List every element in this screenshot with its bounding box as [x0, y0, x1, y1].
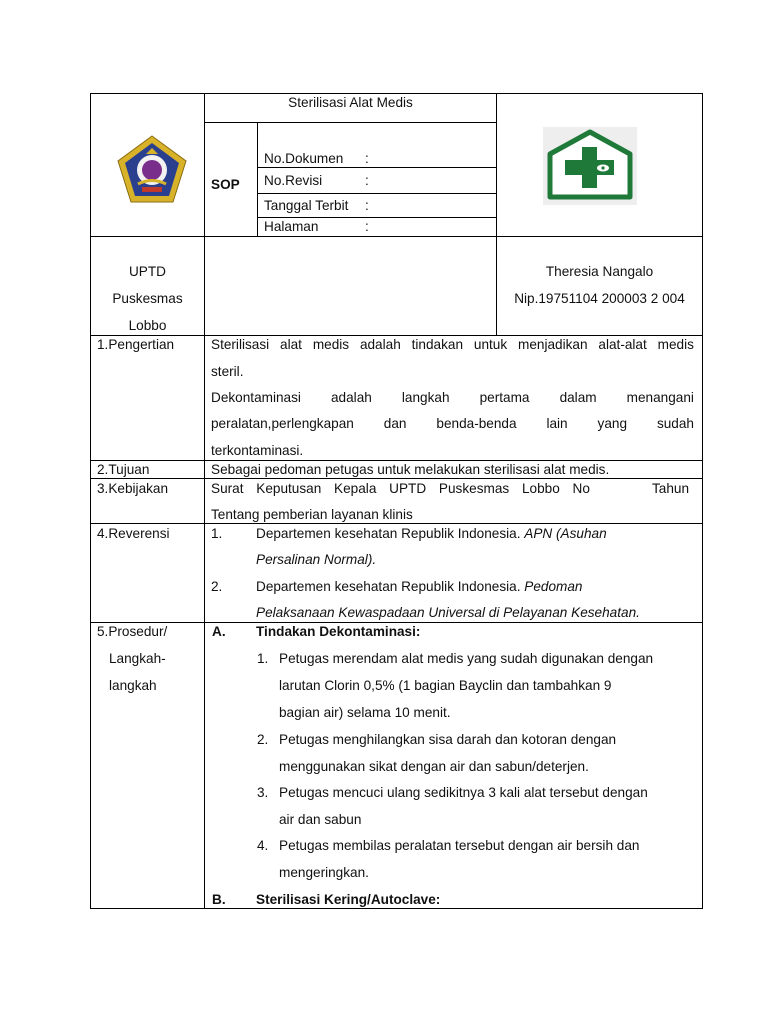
word: dalam — [559, 390, 597, 405]
step-line: Petugas menghilangkan sisa darah dan kotoran dengan — [279, 732, 617, 747]
referensi-line — [256, 579, 582, 595]
doc-field-separator: : — [365, 173, 369, 188]
org-line-puskesmas: Puskesmas — [112, 291, 183, 306]
word: yang — [597, 416, 628, 431]
pengertian-line-2: steril. — [211, 364, 244, 379]
docfield-divider-2 — [257, 193, 497, 194]
header-bottom-border — [90, 236, 703, 237]
referensi-source: Departemen kesehatan Republik Indonesia. — [256, 579, 521, 594]
org-line-lobbo: Lobbo — [128, 318, 167, 333]
step-number: 2. — [257, 732, 269, 747]
referensi-number: 2. — [211, 579, 223, 594]
word: Puskesmas — [438, 481, 510, 496]
word: untuk — [473, 337, 508, 352]
title-divider — [204, 122, 497, 123]
word: adalah — [331, 390, 372, 405]
word: tindakan — [411, 337, 464, 352]
word: medis — [312, 337, 350, 352]
word: Keputusan — [256, 481, 322, 496]
docfield-divider-3 — [257, 217, 497, 218]
puskesmas-logo — [543, 127, 637, 205]
referensi-title-cont: Pelaksanaan Kewaspadaan Universal di Pelayanan Kesehatan. — [256, 605, 640, 620]
section-label-prosedur: 5.Prosedur/ — [97, 624, 168, 639]
section-label-langkah: Langkah- — [109, 651, 166, 666]
word: alat — [280, 337, 302, 352]
referensi-bottom-border — [90, 622, 703, 623]
sop-column-divider — [257, 122, 258, 237]
table-border-left — [90, 93, 91, 909]
referensi-number: 1. — [211, 526, 223, 541]
word: benda-benda — [436, 416, 517, 431]
table-border-bottom — [90, 908, 703, 909]
word: Lobbo — [521, 481, 560, 496]
docfield-divider-1 — [257, 167, 497, 168]
org-line-uptd: UPTD — [128, 264, 166, 279]
doc-field-separator: : — [365, 198, 369, 213]
table-border-right — [702, 93, 703, 909]
word: sudah — [656, 416, 694, 431]
word: alat-alat — [598, 337, 647, 352]
doc-field-label: No.Revisi — [264, 173, 323, 188]
part-b-letter: B. — [212, 892, 226, 907]
section-label-tujuan: 2.Tujuan — [97, 462, 150, 477]
section-label-kebijakan: 3.Kebijakan — [97, 481, 169, 496]
word: Sterilisasi — [211, 337, 270, 352]
section-label-langkah-2: langkah — [109, 678, 157, 693]
kebijakan-line-1-end: Tahun — [652, 481, 690, 496]
step-number: 4. — [257, 838, 269, 853]
word: lain — [546, 416, 568, 431]
pengertian-line-4 — [211, 416, 694, 432]
step-line: larutan Clorin 0,5% (1 bagian Bayclin dan tambahkan 9 — [279, 678, 612, 693]
step-line: Petugas membilas peralatan tersebut dengan air bersih dan — [279, 838, 640, 853]
word: medis — [657, 337, 694, 352]
identity-bottom-border — [90, 335, 703, 336]
section-label-pengertian: 1.Pengertian — [97, 337, 175, 352]
pengertian-bottom-border — [90, 460, 703, 461]
step-number: 1. — [257, 651, 269, 666]
word: UPTD — [389, 481, 427, 496]
sop-label: SOP — [211, 177, 240, 192]
referensi-line — [256, 526, 607, 542]
referensi-title: Pedoman — [524, 579, 583, 594]
part-a-letter: A. — [212, 624, 226, 639]
word: peralatan,perlengkapan — [211, 416, 354, 431]
tujuan-text: Sebagai pedoman petugas untuk melakukan sterilisasi alat medis. — [211, 462, 610, 477]
word: Kepala — [334, 481, 377, 496]
doc-field-label: No.Dokumen — [264, 151, 344, 166]
step-line: mengeringkan. — [279, 865, 369, 880]
kebijakan-line-1 — [211, 481, 590, 497]
doc-field-separator: : — [365, 151, 369, 166]
word: langkah — [401, 390, 450, 405]
step-number: 3. — [257, 785, 269, 800]
part-b-title: Sterilisasi Kering/Autoclave: — [256, 892, 441, 907]
kebijakan-line-2: Tentang pemberian layanan klinis — [211, 507, 413, 522]
doc-field-separator: : — [365, 219, 369, 234]
step-line: Petugas merendam alat medis yang sudah digunakan dengan — [279, 651, 654, 666]
kebijakan-bottom-border — [90, 523, 703, 524]
pengertian-line-5: terkontaminasi. — [211, 443, 304, 458]
signer-nip: Nip.19751104 200003 2 004 — [514, 291, 685, 306]
doc-field-label: Halaman — [264, 219, 319, 234]
step-line: menggunakan sikat dengan air dan sabun/deterjen. — [279, 759, 589, 774]
pengertian-line-1 — [211, 337, 694, 353]
word: pertama — [479, 390, 530, 405]
referensi-title-cont: Persalinan Normal). — [256, 552, 377, 567]
referensi-source: Departemen kesehatan Republik Indonesia. — [256, 526, 521, 541]
word: No — [572, 481, 590, 496]
word: adalah — [359, 337, 401, 352]
table-border-top — [90, 93, 703, 94]
regional-emblem-logo — [116, 134, 188, 206]
word: Surat — [211, 481, 244, 496]
tujuan-bottom-border — [90, 478, 703, 479]
section-label-referensi: 4.Reverensi — [97, 526, 170, 541]
document-title: Sterilisasi Alat Medis — [288, 95, 413, 110]
word: Dekontaminasi — [211, 390, 301, 405]
step-line: bagian air) selama 10 menit. — [279, 705, 451, 720]
word: menangani — [626, 390, 694, 405]
step-line: air dan sabun — [279, 812, 362, 827]
step-line: Petugas mencuci ulang sedikitnya 3 kali alat tersebut dengan — [279, 785, 648, 800]
referensi-title: APN (Asuhan — [524, 526, 607, 541]
part-a-title: Tindakan Dekontaminasi: — [256, 624, 421, 639]
label-column-divider — [204, 93, 205, 909]
signer-name: Theresia Nangalo — [545, 264, 654, 279]
word: menjadikan — [518, 337, 588, 352]
doc-field-label: Tanggal Terbit — [264, 198, 349, 213]
word: dan — [383, 416, 407, 431]
pengertian-line-3 — [211, 390, 694, 406]
